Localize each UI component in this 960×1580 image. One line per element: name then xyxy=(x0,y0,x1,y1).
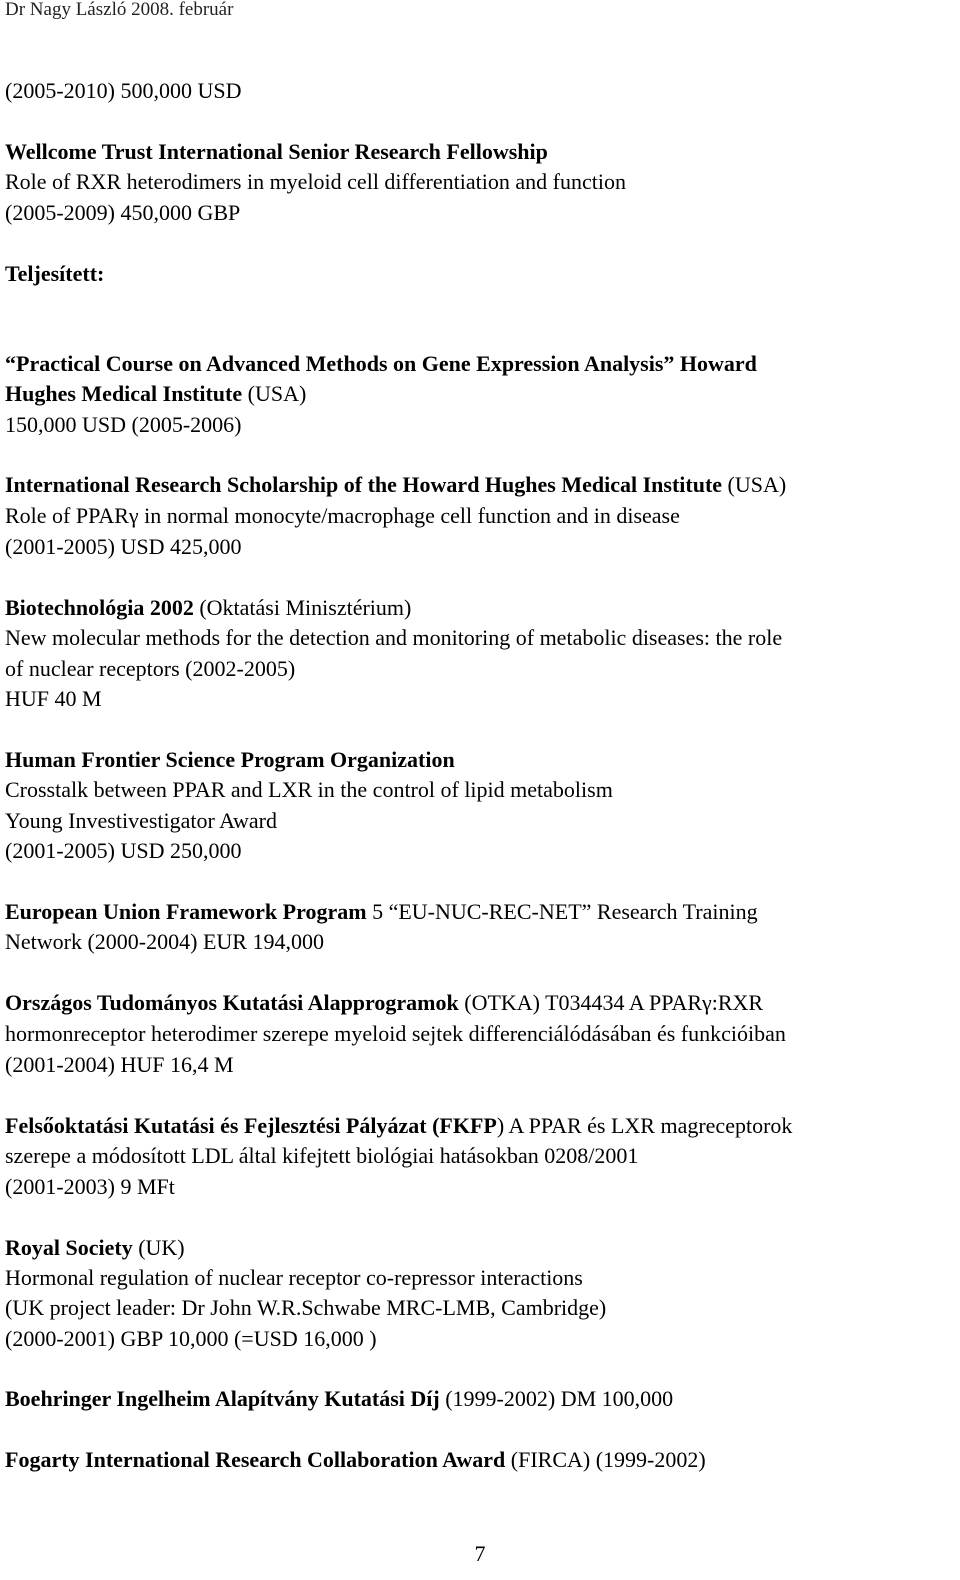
document-line: Network (2000-2004) EUR 194,000 xyxy=(5,929,324,954)
document-line xyxy=(5,1235,185,1261)
fellowship-title: Wellcome Trust International Senior Research Fellowship xyxy=(5,139,548,164)
document-line: (2000-2001) GBP 10,000 (=USD 16,000 ) xyxy=(5,1326,377,1351)
document-line: Crosstalk between PPAR and LXR in the control of lipid metabolism xyxy=(5,777,613,802)
document-line xyxy=(5,990,763,1016)
institute-name: Hughes Medical Institute xyxy=(5,381,243,406)
document-line: Role of PPARγ in normal monocyte/macrophage cell function and in disease xyxy=(5,503,680,528)
institute-country: (USA) xyxy=(242,381,307,406)
document-line: szerepe a módosított LDL által kifejtett biológiai hatásokban 0208/2001 xyxy=(5,1143,639,1168)
document-line xyxy=(5,1113,792,1139)
document-line: hormonreceptor heterodimer szerepe myeloid sejtek differenciálódásában és funkcióiban xyxy=(5,1021,786,1046)
grant-country: (UK) xyxy=(132,1235,185,1260)
document-line: Hormonal regulation of nuclear receptor co-repressor interactions xyxy=(5,1265,583,1290)
scholarship-title: International Research Scholarship of the Howard Hughes Medical Institute xyxy=(5,472,723,497)
document-line: (UK project leader: Dr John W.R.Schwabe MRC-LMB, Cambridge) xyxy=(5,1295,607,1320)
grant-title: Biotechnológia 2002 xyxy=(5,595,194,620)
grant-sponsor: (Oktatási Minisztérium) xyxy=(193,595,412,620)
document-line xyxy=(5,1447,706,1473)
grant-title: Fogarty International Research Collaboration Award xyxy=(5,1447,506,1472)
document-line xyxy=(5,381,306,407)
document-line xyxy=(5,472,786,498)
document-line xyxy=(5,595,411,621)
document-line: (2001-2004) HUF 16,4 M xyxy=(5,1052,234,1077)
document-line: 150,000 USD (2005-2006) xyxy=(5,412,242,437)
course-title: “Practical Course on Advanced Methods on Gene Expression Analysis” Howard xyxy=(5,351,757,376)
document-line: (2005-2009) 450,000 GBP xyxy=(5,200,241,225)
grant-title: Országos Tudományos Kutatási Alapprogramok xyxy=(5,990,459,1015)
grant-title: European Union Framework Program xyxy=(5,899,367,924)
grant-detail: (1999-2002) DM 100,000 xyxy=(439,1386,674,1411)
grant-title: Royal Society xyxy=(5,1235,133,1260)
grant-title: Boehringer Ingelheim Alapítvány Kutatási Díj xyxy=(5,1386,440,1411)
document-line xyxy=(5,899,758,925)
grant-title: Human Frontier Science Program Organization xyxy=(5,747,455,772)
document-line: (2001-2003) 9 MFt xyxy=(5,1174,175,1199)
grant-detail: (FIRCA) (1999-2002) xyxy=(505,1447,706,1472)
document-line xyxy=(5,1386,673,1412)
document-line: of nuclear receptors (2002-2005) xyxy=(5,656,296,681)
page-number: 7 xyxy=(474,1541,486,1566)
scholarship-country: (USA) xyxy=(722,472,787,497)
document-line: (2001-2005) USD 425,000 xyxy=(5,534,242,559)
document-line: Young Investivestigator Award xyxy=(5,808,277,833)
grant-title: Felsőoktatási Kutatási és Fejlesztési Pályázat (FKFP xyxy=(5,1113,497,1138)
page-header: Dr Nagy László 2008. február xyxy=(5,0,234,20)
grant-detail: (OTKA) T034434 A PPARγ:RXR xyxy=(458,990,764,1015)
document-line: (2005-2010) 500,000 USD xyxy=(5,78,242,103)
document-line: Role of RXR heterodimers in myeloid cell differentiation and function xyxy=(5,169,626,194)
document-line: HUF 40 M xyxy=(5,686,102,711)
grant-detail: 5 “EU-NUC-REC-NET” Research Training xyxy=(366,899,758,924)
document-line: New molecular methods for the detection and monitoring of metabolic diseases: the role xyxy=(5,625,783,650)
grant-detail: ) A PPAR és LXR magreceptorok xyxy=(496,1113,793,1138)
document-line: (2001-2005) USD 250,000 xyxy=(5,838,242,863)
section-heading: Teljesített: xyxy=(5,261,105,286)
